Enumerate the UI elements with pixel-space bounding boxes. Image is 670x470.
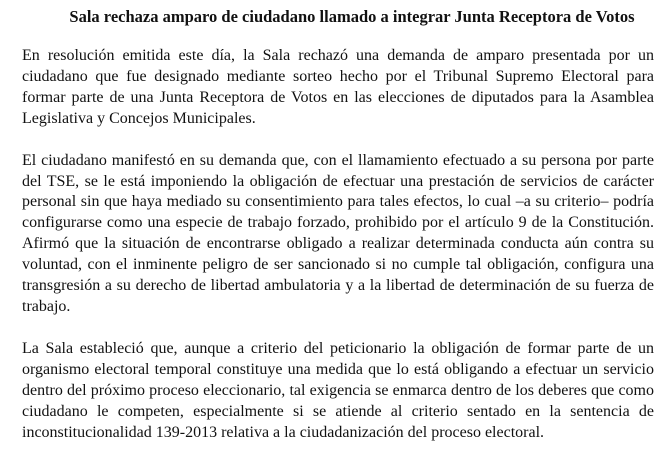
- article-paragraph-1: En resolución emitida este día, la Sala rechazó una demanda de amparo presentada por un ciudadano que fue designado mediante sorteo hecho por el Tribunal Supremo Electoral para formar parte de una Junta Receptora de Votos en las elecciones de diputados para la Asamblea Legislativa y Concejos Municipales.: [22, 47, 654, 127]
- article-paragraph-3: La Sala estableció que, aunque a criterio del peticionario la obligación de formar parte de un organismo electoral temporal constituye una medida que lo está obligando a efectuar un servicio dentro del próximo proceso eleccionario, tal exigencia se enmarca dentro de los deberes que como ciudadano le competen, especialmente si se atiende al criterio sentado en la sentencia de inconstitucionalidad 139-2013 relativa a la ciudadanización del proceso electoral.: [22, 339, 654, 441]
- article-headline: Sala rechaza amparo de ciudadano llamado a integrar Junta Receptora de Votos: [69, 7, 635, 26]
- article-paragraph-2: El ciudadano manifestó en su demanda que, con el llamamiento efectuado a su persona por parte del TSE, se le está imponiendo la obligación de efectuar una prestación de servicios de carácter personal sin que haya mediado su consentimiento para tales efectos, lo cual –a su criterio– podría configurarse como una especie de trabajo forzado, prohibido por el artículo 9 de la Constitución. Afirmó que la situación de encontrarse obligado a realizar determinada conducta aún contra su voluntad, con el inminente peligro de ser sancionado si no cumple tal obligación, configura una transgresión a su derecho de libertad ambulatoria y a la libertad de determinación de su fuerza de trabajo.: [22, 151, 654, 315]
- document-page: [22, 6, 654, 443]
